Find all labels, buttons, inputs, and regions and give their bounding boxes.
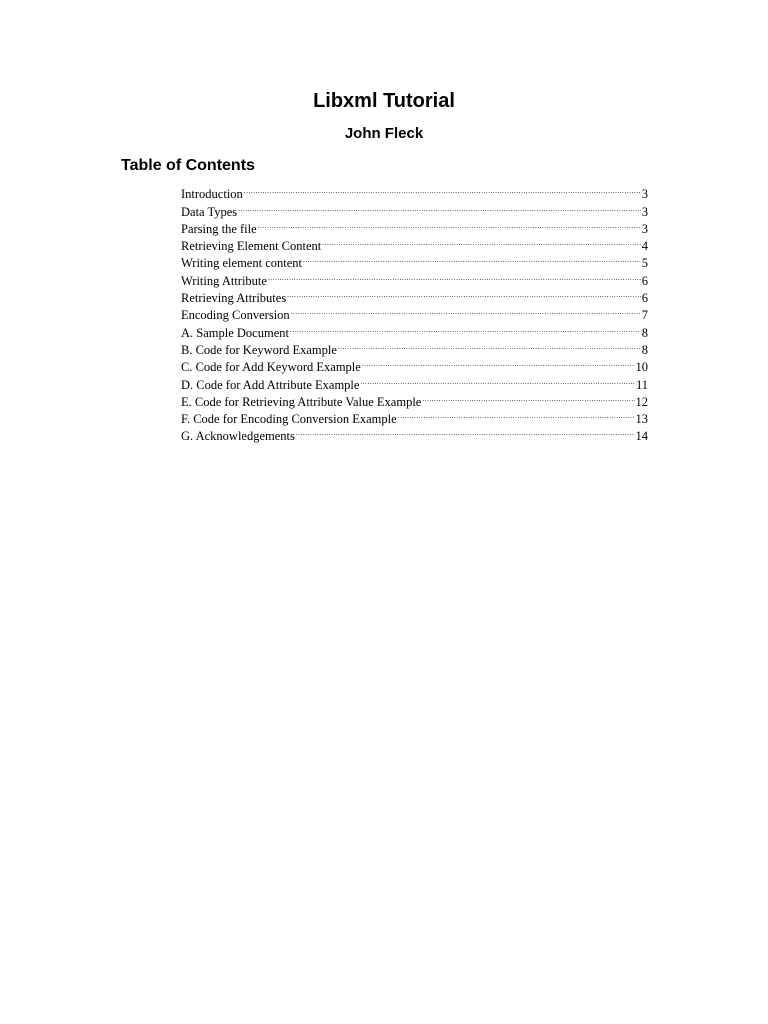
toc-dot-leader: [238, 198, 641, 215]
toc-entry-page: 3: [641, 221, 648, 236]
toc-dot-leader: [360, 371, 635, 388]
toc-entry-page: 8: [641, 342, 648, 357]
toc-entry-label: D. Code for Add Attribute Example: [181, 377, 360, 392]
toc-entry-page: 8: [641, 325, 648, 340]
toc-dot-leader: [244, 181, 641, 198]
toc-entry-page: 7: [641, 308, 648, 323]
toc-dot-leader: [287, 285, 641, 302]
toc-entry-label: Encoding Conversion: [181, 308, 290, 323]
toc-entry-parsing-the-file[interactable]: [181, 216, 648, 236]
toc-entry-page: 3: [641, 204, 648, 219]
toc-entry-label: B. Code for Keyword Example: [181, 342, 337, 357]
toc-entry-data-types[interactable]: [181, 198, 648, 219]
toc-entry-page: 4: [641, 239, 648, 254]
toc-entry-page: 13: [635, 412, 648, 427]
toc-dot-leader: [296, 423, 635, 440]
toc-entry-page: 3: [641, 187, 648, 202]
toc-dot-leader: [422, 389, 634, 406]
toc-entry-label: E. Code for Retrieving Attribute Value Example: [181, 394, 422, 409]
toc-dot-leader: [258, 216, 641, 233]
toc-entry-label: Writing Attribute: [181, 273, 267, 288]
toc-entry-page: 14: [635, 429, 648, 444]
toc-entry-page: 6: [641, 273, 648, 288]
toc-entry-label: F. Code for Encoding Conversion Example: [181, 412, 397, 427]
toc-dot-leader: [268, 267, 641, 284]
toc-entry-label: C. Code for Add Keyword Example: [181, 360, 361, 375]
toc-entry-label: A. Sample Document: [181, 325, 289, 340]
toc-entry-page: 6: [641, 291, 648, 306]
toc-entry-page: 10: [635, 360, 648, 375]
toc-dot-leader: [338, 337, 641, 354]
toc-entry-label: G. Acknowledgements: [181, 429, 295, 444]
toc-dot-leader: [362, 354, 635, 371]
toc-entry-label: Retrieving Attributes: [181, 291, 287, 306]
toc-dot-leader: [398, 406, 635, 423]
document-author: John Fleck: [344, 125, 424, 142]
toc-list: [181, 181, 648, 444]
toc-dot-leader: [322, 233, 641, 250]
toc-entry-label: Data Types: [181, 204, 238, 219]
toc-entry-label: Parsing the file: [181, 221, 257, 236]
toc-entry-page: 12: [635, 394, 648, 409]
toc-entry-introduction[interactable]: [181, 181, 648, 202]
toc-entry-page: 11: [635, 377, 648, 392]
toc-dot-leader: [290, 319, 641, 336]
toc-entry-label: Introduction: [181, 187, 243, 202]
toc-entry-label: Retrieving Element Content: [181, 239, 322, 254]
toc-dot-leader: [291, 302, 641, 319]
toc-entry-page: 5: [641, 256, 648, 271]
toc-dot-leader: [303, 250, 641, 267]
document-title: Libxml Tutorial: [313, 90, 455, 112]
toc-entry-label: Writing element content: [181, 256, 302, 271]
toc-heading: Table of Contents: [121, 157, 255, 174]
